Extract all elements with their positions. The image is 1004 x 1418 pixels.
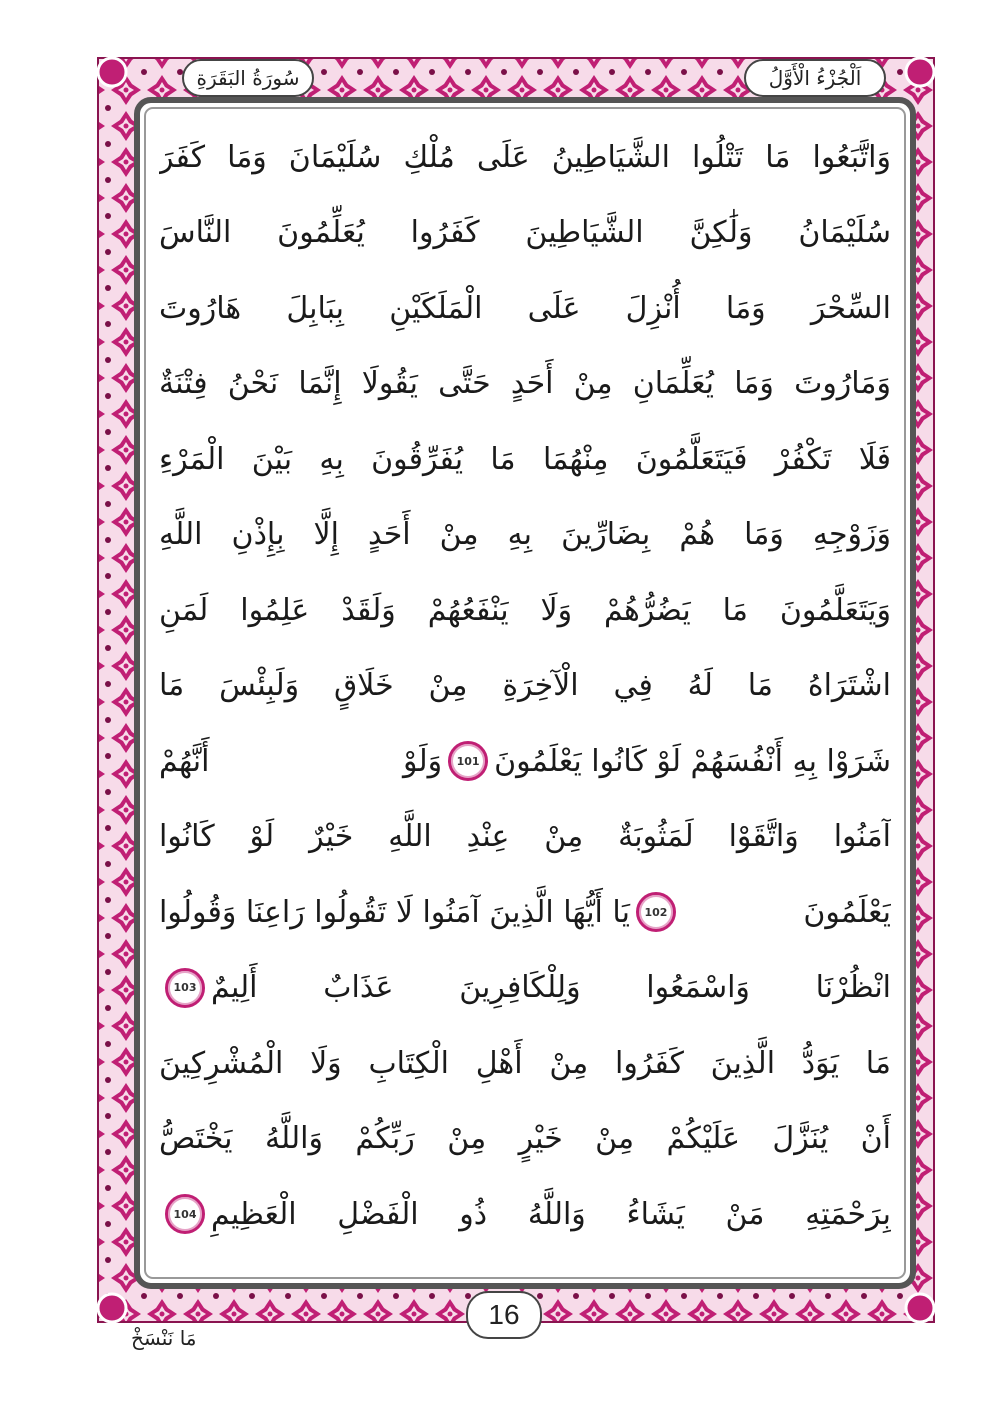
verse-text: انْظُرْنَا وَاسْمَعُوا وَلِلْكَافِرِينَ عَذَابٌ أَلِيمٌ <box>211 970 891 1005</box>
verse-line <box>159 1026 891 1100</box>
verse-text: وَمَارُوتَ وَمَا يُعَلِّمَانِ مِنْ أَحَدٍ حَتَّى يَقُولَا إِنَّمَا نَحْنُ فِتْنَةٌ <box>159 366 891 401</box>
quran-text-panel <box>145 108 905 1276</box>
verse-text: يَعْلَمُونَ <box>803 894 891 930</box>
verse-text: أَنْ يُنَزَّلَ عَلَيْكُمْ مِنْ خَيْرٍ مِنْ رَبِّكُمْ وَاللَّهُ يَخْتَصُّ <box>159 1121 891 1156</box>
verse-line <box>159 649 891 723</box>
verse-text: آمَنُوا وَاتَّقَوْا لَمَثُوبَةٌ مِنْ عِنْدِ اللَّهِ خَيْرٌ لَوْ كَانُوا <box>159 819 891 854</box>
ayah-number-marker: 101 <box>448 741 488 781</box>
verse-line <box>159 1177 891 1251</box>
verse-text: فَلَا تَكْفُرْ فَيَتَعَلَّمُونَ مِنْهُمَا مَا يُفَرِّقُونَ بِهِ بَيْنَ الْمَرْءِ <box>159 441 891 477</box>
verse-line <box>159 800 891 874</box>
verse-line <box>159 498 891 572</box>
verse-line <box>159 951 891 1025</box>
verse-text: اشْتَرَاهُ مَا لَهُ فِي الْآخِرَةِ مِنْ خَلَاقٍ وَلَبِئْسَ مَا <box>159 668 891 703</box>
surah-label: سُورَةُ البَقَرَةِ <box>196 66 300 90</box>
page-number: 16 <box>466 1291 542 1339</box>
catchword: مَا نَنْسَخْ <box>131 1326 197 1350</box>
verse-line <box>159 875 891 949</box>
verse-text: وَلَوْ أَنَّهُمْ <box>159 743 443 779</box>
verse-text: وَاتَّبَعُوا مَا تَتْلُوا الشَّيَاطِينُ عَلَى مُلْكِ سُلَيْمَانَ وَمَا كَفَرَ <box>159 139 891 175</box>
verse-text: بِرَحْمَتِهِ مَنْ يَشَاءُ وَاللَّهُ ذُو الْفَضْلِ الْعَظِيمِ <box>211 1196 891 1232</box>
verse-text: يَا أَيُّهَا الَّذِينَ آمَنُوا لَا تَقُولُوا رَاعِنَا وَقُولُوا <box>159 894 630 930</box>
ayah-number-marker: 104 <box>165 1194 205 1234</box>
verse-line <box>159 271 891 345</box>
verse-text: السِّحْرَ وَمَا أُنْزِلَ عَلَى الْمَلَكَيْنِ بِبَابِلَ هَارُوتَ <box>159 290 891 326</box>
verse-line <box>159 1102 891 1176</box>
verse-text: وَزَوْجِهِ وَمَا هُمْ بِضَارِّينَ بِهِ مِنْ أَحَدٍ إِلَّا بِإِذْنِ اللَّهِ <box>159 517 891 552</box>
verse-text: وَيَتَعَلَّمُونَ مَا يَضُرُّهُمْ وَلَا يَنْفَعُهُمْ وَلَقَدْ عَلِمُوا لَمَنِ <box>159 592 891 628</box>
verse-line <box>159 120 891 194</box>
verse-line <box>159 422 891 496</box>
ayah-number-marker: 103 <box>165 968 205 1008</box>
verse-line <box>159 724 891 798</box>
verse-text: سُلَيْمَانُ وَلَٰكِنَّ الشَّيَاطِينَ كَفَرُوا يُعَلِّمُونَ النَّاسَ <box>159 215 891 250</box>
verse-text: شَرَوْا بِهِ أَنْفُسَهُمْ لَوْ كَانُوا يَعْلَمُونَ <box>494 743 891 779</box>
verse-line <box>159 347 891 421</box>
verse-line <box>159 196 891 270</box>
verse-text: مَا يَوَدُّ الَّذِينَ كَفَرُوا مِنْ أَهْلِ الْكِتَابِ وَلَا الْمُشْرِكِينَ <box>159 1045 891 1081</box>
verse-line <box>159 573 891 647</box>
ayah-number-marker: 102 <box>636 892 676 932</box>
juz-label: اَلْجُزْءُ الْأَوَّلُ <box>768 66 862 90</box>
